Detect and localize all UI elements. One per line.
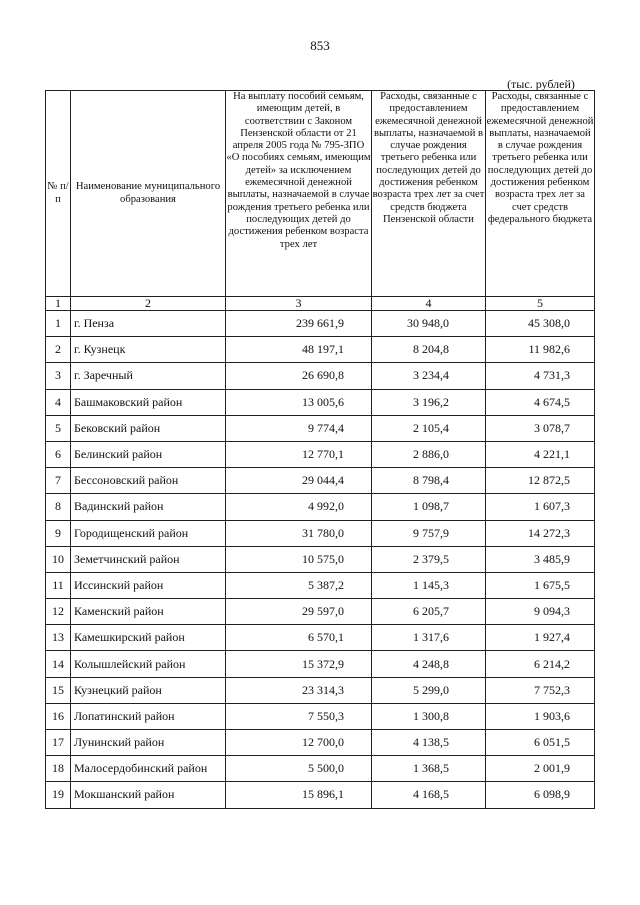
header-row	[46, 91, 595, 297]
municipality-name: Камешкирский район	[71, 625, 226, 651]
value-col3: 10 575,0	[226, 546, 372, 572]
table-row	[46, 441, 595, 467]
value-col4: 4 138,5	[372, 730, 486, 756]
municipality-name: Бессоновский район	[71, 468, 226, 494]
municipality-name: Кузнецкий район	[71, 677, 226, 703]
value-col5: 9 094,3	[486, 599, 595, 625]
row-number: 12	[46, 599, 71, 625]
value-col5: 1 927,4	[486, 625, 595, 651]
table-row	[46, 677, 595, 703]
value-col3: 13 005,6	[226, 389, 372, 415]
row-number: 8	[46, 494, 71, 520]
municipality-name: г. Пенза	[71, 311, 226, 337]
municipality-name: Земетчинский район	[71, 546, 226, 572]
row-number: 17	[46, 730, 71, 756]
value-col5: 6 051,5	[486, 730, 595, 756]
value-col4: 1 098,7	[372, 494, 486, 520]
municipality-name: Лопатинский район	[71, 703, 226, 729]
value-col4: 8 798,4	[372, 468, 486, 494]
header-num: № п/п	[46, 91, 71, 297]
value-col5: 14 272,3	[486, 520, 595, 546]
value-col4: 8 204,8	[372, 337, 486, 363]
value-col5: 12 872,5	[486, 468, 595, 494]
row-number: 5	[46, 415, 71, 441]
municipality-name: Лунинский район	[71, 730, 226, 756]
column-number: 4	[372, 297, 486, 311]
municipality-name: Вадинский район	[71, 494, 226, 520]
row-number: 9	[46, 520, 71, 546]
row-number: 3	[46, 363, 71, 389]
value-col4: 6 205,7	[372, 599, 486, 625]
row-number: 14	[46, 651, 71, 677]
table-row	[46, 599, 595, 625]
value-col3: 29 044,4	[226, 468, 372, 494]
page-number: 853	[310, 38, 330, 53]
value-col4: 4 248,8	[372, 651, 486, 677]
value-col4: 1 317,6	[372, 625, 486, 651]
row-number: 4	[46, 389, 71, 415]
value-col4: 1 300,8	[372, 703, 486, 729]
budget-table	[45, 90, 595, 809]
value-col5: 4 674,5	[486, 389, 595, 415]
value-col3: 9 774,4	[226, 415, 372, 441]
municipality-name: г. Кузнецк	[71, 337, 226, 363]
value-col3: 6 570,1	[226, 625, 372, 651]
value-col4: 2 105,4	[372, 415, 486, 441]
municipality-name: Колышлейский район	[71, 651, 226, 677]
value-col4: 9 757,9	[372, 520, 486, 546]
table-row	[46, 494, 595, 520]
value-col3: 239 661,9	[226, 311, 372, 337]
row-number: 1	[46, 311, 71, 337]
value-col5: 4 731,3	[486, 363, 595, 389]
table-row	[46, 415, 595, 441]
value-col4: 1 145,3	[372, 572, 486, 598]
value-col3: 12 770,1	[226, 441, 372, 467]
row-number: 15	[46, 677, 71, 703]
table-row	[46, 468, 595, 494]
value-col4: 3 196,2	[372, 389, 486, 415]
column-number: 3	[226, 297, 372, 311]
table-row	[46, 546, 595, 572]
value-col4: 2 379,5	[372, 546, 486, 572]
row-number: 6	[46, 441, 71, 467]
value-col4: 30 948,0	[372, 311, 486, 337]
value-col4: 5 299,0	[372, 677, 486, 703]
value-col3: 4 992,0	[226, 494, 372, 520]
column-number: 2	[71, 297, 226, 311]
municipality-name: Иссинский район	[71, 572, 226, 598]
value-col3: 15 372,9	[226, 651, 372, 677]
row-number: 10	[46, 546, 71, 572]
value-col3: 48 197,1	[226, 337, 372, 363]
table-row	[46, 651, 595, 677]
value-col5: 7 752,3	[486, 677, 595, 703]
row-number: 18	[46, 756, 71, 782]
value-col5: 45 308,0	[486, 311, 595, 337]
value-col5: 1 675,5	[486, 572, 595, 598]
row-number: 19	[46, 782, 71, 808]
value-col5: 3 485,9	[486, 546, 595, 572]
value-col3: 15 896,1	[226, 782, 372, 808]
table-row	[46, 756, 595, 782]
value-col5: 6 214,2	[486, 651, 595, 677]
value-col5: 11 982,6	[486, 337, 595, 363]
value-col3: 23 314,3	[226, 677, 372, 703]
table-row	[46, 782, 595, 808]
table-row	[46, 337, 595, 363]
header-col3: На выплату пособий семьям, имеющим детей, в соответствии с Законом Пензенской области от 21 апреля 2005 года № 795-ЗПО «О пособиях семьям, имеющим детей» за исключением ежемесячной денежной выплаты, назначаемой в случае рождения третьего ребенка или последующих детей до достижения ребенком возраста трех лет	[226, 91, 372, 297]
row-number: 11	[46, 572, 71, 598]
municipality-name: Каменский район	[71, 599, 226, 625]
column-number-row	[46, 297, 595, 311]
table-row	[46, 363, 595, 389]
row-number: 7	[46, 468, 71, 494]
column-number: 1	[46, 297, 71, 311]
municipality-name: Башмаковский район	[71, 389, 226, 415]
row-number: 13	[46, 625, 71, 651]
municipality-name: Городищенский район	[71, 520, 226, 546]
value-col3: 5 500,0	[226, 756, 372, 782]
column-number: 5	[486, 297, 595, 311]
value-col4: 1 368,5	[372, 756, 486, 782]
value-col5: 1 903,6	[486, 703, 595, 729]
value-col5: 4 221,1	[486, 441, 595, 467]
table-row	[46, 389, 595, 415]
row-number: 2	[46, 337, 71, 363]
table-row	[46, 703, 595, 729]
value-col3: 12 700,0	[226, 730, 372, 756]
table-row	[46, 520, 595, 546]
value-col3: 31 780,0	[226, 520, 372, 546]
value-col3: 29 597,0	[226, 599, 372, 625]
header-name: Наименование муниципального образования	[71, 91, 226, 297]
value-col5: 3 078,7	[486, 415, 595, 441]
table-row	[46, 572, 595, 598]
municipality-name: Малосердобинский район	[71, 756, 226, 782]
value-col3: 7 550,3	[226, 703, 372, 729]
municipality-name: Мокшанский район	[71, 782, 226, 808]
value-col4: 2 886,0	[372, 441, 486, 467]
header-col5: Расходы, связанные с предоставлением ежемесячной денежной выплаты, назначаемой в случае рождения третьего ребенка или последующих детей до достижения ребенком возраста трех лет за счет средств федерального бюджета	[486, 91, 595, 297]
value-col3: 26 690,8	[226, 363, 372, 389]
value-col5: 6 098,9	[486, 782, 595, 808]
header-col4: Расходы, связанные с предоставлением ежемесячной денежной выплаты, назначаемой в случае рождения третьего ребенка или последующих детей до достижения ребенком возраста трех лет за счет средств бюджета Пензенской области	[372, 91, 486, 297]
value-col4: 4 168,5	[372, 782, 486, 808]
municipality-name: Бековский район	[71, 415, 226, 441]
value-col5: 1 607,3	[486, 494, 595, 520]
value-col3: 5 387,2	[226, 572, 372, 598]
municipality-name: г. Заречный	[71, 363, 226, 389]
table-row	[46, 625, 595, 651]
municipality-name: Белинский район	[71, 441, 226, 467]
value-col4: 3 234,4	[372, 363, 486, 389]
value-col5: 2 001,9	[486, 756, 595, 782]
units-label: (тыс. рублей)	[507, 77, 575, 91]
table-row	[46, 730, 595, 756]
table-row	[46, 311, 595, 337]
row-number: 16	[46, 703, 71, 729]
